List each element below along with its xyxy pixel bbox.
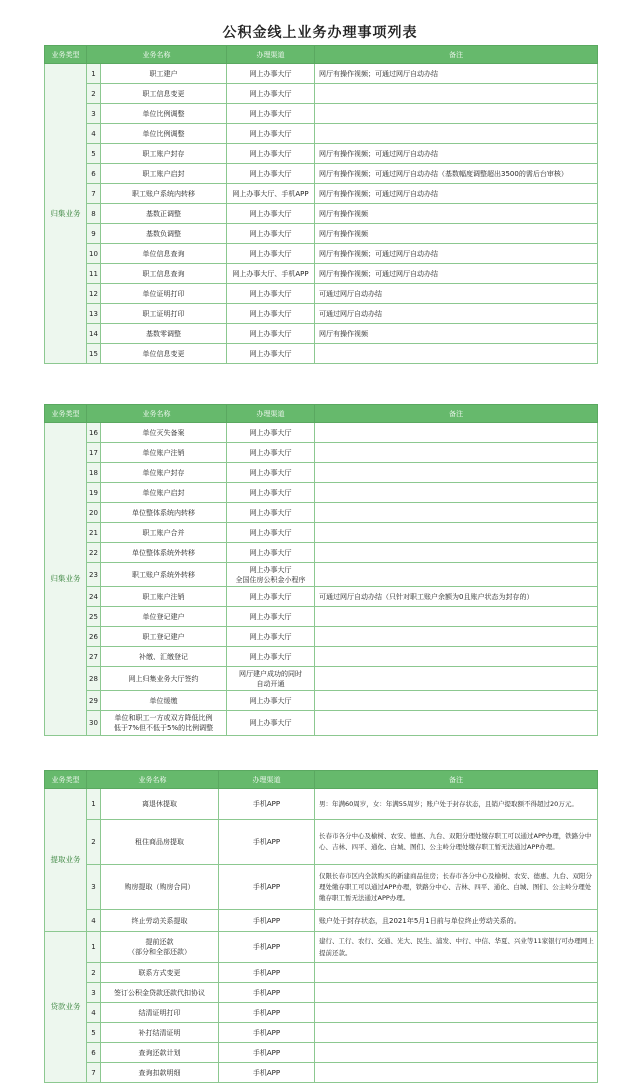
row-number: 4 bbox=[87, 1003, 101, 1023]
remark: 可通过网厅自动办结（只针对职工账户余额为0且账户状态为封存的） bbox=[315, 587, 598, 607]
remark: 网厅有操作视频 bbox=[315, 224, 598, 244]
business-name: 职工信息查询 bbox=[101, 264, 227, 284]
remark: 建行、工行、农行、交通、光大、民生、浦发、中行、中信、华夏、兴业等11家银行可办理网上提前还款。 bbox=[315, 932, 598, 963]
table-row bbox=[45, 983, 598, 1003]
remark bbox=[315, 483, 598, 503]
table-row bbox=[45, 423, 598, 443]
remark bbox=[315, 647, 598, 667]
remark: 可通过网厅自动办结 bbox=[315, 304, 598, 324]
header-note: 备注 bbox=[315, 46, 598, 64]
row-number: 28 bbox=[87, 667, 101, 691]
business-name: 单位和职工一方或双方降低比例 低于7%但不低于5%的比例调整 bbox=[101, 711, 227, 736]
channel: 网上办事大厅 bbox=[227, 124, 315, 144]
business-name: 单位账户启封 bbox=[101, 483, 227, 503]
category-cell: 贷款业务 bbox=[45, 932, 87, 1083]
table-row bbox=[45, 587, 598, 607]
row-number: 6 bbox=[87, 1043, 101, 1063]
business-name: 补打结清证明 bbox=[101, 1023, 219, 1043]
table-row bbox=[45, 264, 598, 284]
remark bbox=[315, 563, 598, 587]
remark bbox=[315, 963, 598, 983]
table-section-1 bbox=[44, 45, 598, 364]
header-type: 业务类型 bbox=[45, 405, 87, 423]
row-number: 6 bbox=[87, 164, 101, 184]
channel: 手机APP bbox=[219, 1003, 315, 1023]
business-name: 单位比例调整 bbox=[101, 124, 227, 144]
table-row bbox=[45, 144, 598, 164]
channel: 网上办事大厅 bbox=[227, 104, 315, 124]
channel: 网上办事大厅 bbox=[227, 84, 315, 104]
category-cell: 归集业务 bbox=[45, 64, 87, 364]
remark bbox=[315, 84, 598, 104]
channel: 手机APP bbox=[219, 1043, 315, 1063]
header-channel: 办理渠道 bbox=[227, 405, 315, 423]
business-name: 基数负调整 bbox=[101, 224, 227, 244]
remark bbox=[315, 503, 598, 523]
table-row bbox=[45, 463, 598, 483]
remark: 账户处于封存状态，且2021年5月1日前与单位终止劳动关系的。 bbox=[315, 910, 598, 932]
remark bbox=[315, 104, 598, 124]
table-section-2 bbox=[44, 404, 598, 736]
table-row bbox=[45, 104, 598, 124]
channel: 网上办事大厅 bbox=[227, 587, 315, 607]
header-note: 备注 bbox=[315, 405, 598, 423]
business-name: 单位证明打印 bbox=[101, 284, 227, 304]
business-name: 职工信息变更 bbox=[101, 84, 227, 104]
remark bbox=[315, 1063, 598, 1083]
row-number: 26 bbox=[87, 627, 101, 647]
row-number: 7 bbox=[87, 1063, 101, 1083]
channel: 网上办事大厅 bbox=[227, 144, 315, 164]
row-number: 1 bbox=[87, 932, 101, 963]
table-row bbox=[45, 865, 598, 910]
remark: 长春市各分中心及榆树、农安、德惠、九台、双阳分理处缴存职工可以通过APP办理，铁路分中心、吉林、四平、通化、白城、图们、公主岭分理处缴存职工暂无法通过APP办理。 bbox=[315, 820, 598, 865]
remark bbox=[315, 711, 598, 736]
table-row bbox=[45, 204, 598, 224]
header-name: 业务名称 bbox=[87, 405, 227, 423]
channel: 网上办事大厅 bbox=[227, 244, 315, 264]
page-title: 公积金线上业务办理事项列表 bbox=[222, 25, 418, 41]
category-cell: 提取业务 bbox=[45, 789, 87, 932]
business-name: 单位账户注销 bbox=[101, 443, 227, 463]
table-row bbox=[45, 503, 598, 523]
channel: 网上办事大厅 bbox=[227, 344, 315, 364]
header-note: 备注 bbox=[315, 771, 598, 789]
channel: 网上办事大厅 bbox=[227, 711, 315, 736]
remark bbox=[315, 443, 598, 463]
channel: 网上办事大厅 bbox=[227, 324, 315, 344]
row-number: 5 bbox=[87, 1023, 101, 1043]
remark: 网厅有操作视频；可通过网厅自动办结（基数幅度调整超出3500的需后台审核） bbox=[315, 164, 598, 184]
remark bbox=[315, 1003, 598, 1023]
table-row bbox=[45, 84, 598, 104]
channel: 网上办事大厅 bbox=[227, 164, 315, 184]
table-row bbox=[45, 910, 598, 932]
remark: 仅限长春市区内全款购买的新建商品住房；长春市各分中心及榆树、农安、德惠、九台、双阳分理处缴存职工可以通过APP办理，铁路分中心、吉林、四平、通化、白城、图们、公主岭分理处缴存职工暂无法通过APP办理。 bbox=[315, 865, 598, 910]
channel: 网上办事大厅 bbox=[227, 523, 315, 543]
business-name: 职工证明打印 bbox=[101, 304, 227, 324]
channel: 手机APP bbox=[219, 789, 315, 820]
table-row bbox=[45, 1043, 598, 1063]
row-number: 29 bbox=[87, 691, 101, 711]
table-section-3 bbox=[44, 770, 598, 1083]
channel: 网上办事大厅 bbox=[227, 691, 315, 711]
business-name: 职工账户合并 bbox=[101, 523, 227, 543]
row-number: 2 bbox=[87, 963, 101, 983]
business-name: 单位账户封存 bbox=[101, 463, 227, 483]
remark: 网厅有操作视频 bbox=[315, 324, 598, 344]
business-name: 单位信息变更 bbox=[101, 344, 227, 364]
channel: 手机APP bbox=[219, 1023, 315, 1043]
business-name: 职工账户系统内转移 bbox=[101, 184, 227, 204]
table-row bbox=[45, 1003, 598, 1023]
header-name: 业务名称 bbox=[87, 771, 219, 789]
business-name: 终止劳动关系提取 bbox=[101, 910, 219, 932]
table-row bbox=[45, 543, 598, 563]
row-number: 12 bbox=[87, 284, 101, 304]
remark bbox=[315, 607, 598, 627]
header-channel: 办理渠道 bbox=[227, 46, 315, 64]
table-row bbox=[45, 563, 598, 587]
channel: 手机APP bbox=[219, 963, 315, 983]
table-row bbox=[45, 443, 598, 463]
channel: 网上办事大厅 bbox=[227, 463, 315, 483]
business-name: 购房提取（购房合同） bbox=[101, 865, 219, 910]
row-number: 4 bbox=[87, 910, 101, 932]
channel: 网上办事大厅 bbox=[227, 423, 315, 443]
row-number: 3 bbox=[87, 983, 101, 1003]
business-name: 网上归集业务大厅签约 bbox=[101, 667, 227, 691]
header-type: 业务类型 bbox=[45, 46, 87, 64]
row-number: 21 bbox=[87, 523, 101, 543]
remark bbox=[315, 463, 598, 483]
business-name: 签订公积金贷款还款代扣协议 bbox=[101, 983, 219, 1003]
channel: 网上办事大厅 bbox=[227, 224, 315, 244]
row-number: 13 bbox=[87, 304, 101, 324]
row-number: 11 bbox=[87, 264, 101, 284]
business-name: 单位整体系统外转移 bbox=[101, 543, 227, 563]
table-row bbox=[45, 164, 598, 184]
channel: 手机APP bbox=[219, 1063, 315, 1083]
remark bbox=[315, 983, 598, 1003]
business-name: 基数零调整 bbox=[101, 324, 227, 344]
channel: 网上办事大厅 bbox=[227, 204, 315, 224]
remark bbox=[315, 1023, 598, 1043]
row-number: 23 bbox=[87, 563, 101, 587]
table-row bbox=[45, 304, 598, 324]
business-name: 职工账户启封 bbox=[101, 164, 227, 184]
channel: 网上办事大厅、手机APP bbox=[227, 264, 315, 284]
table-header bbox=[45, 405, 598, 423]
table-row bbox=[45, 184, 598, 204]
table-row bbox=[45, 1063, 598, 1083]
row-number: 2 bbox=[87, 820, 101, 865]
row-number: 25 bbox=[87, 607, 101, 627]
business-name: 结清证明打印 bbox=[101, 1003, 219, 1023]
business-name: 查询扣款明细 bbox=[101, 1063, 219, 1083]
channel: 网上办事大厅 bbox=[227, 443, 315, 463]
row-number: 15 bbox=[87, 344, 101, 364]
remark: 网厅有操作视频；可通过网厅自动办结 bbox=[315, 144, 598, 164]
table-row bbox=[45, 124, 598, 144]
remark: 可通过网厅自动办结 bbox=[315, 284, 598, 304]
remark bbox=[315, 523, 598, 543]
channel: 网上办事大厅 bbox=[227, 304, 315, 324]
row-number: 20 bbox=[87, 503, 101, 523]
business-name: 离退休提取 bbox=[101, 789, 219, 820]
table-row bbox=[45, 647, 598, 667]
row-number: 27 bbox=[87, 647, 101, 667]
row-number: 7 bbox=[87, 184, 101, 204]
table-row bbox=[45, 344, 598, 364]
row-number: 19 bbox=[87, 483, 101, 503]
remark: 男：年满60周岁，女：年满55周岁；账户处于封存状态，且销户提取额不得超过20万元。 bbox=[315, 789, 598, 820]
table-row bbox=[45, 963, 598, 983]
channel: 网上办事大厅 bbox=[227, 64, 315, 84]
remark bbox=[315, 423, 598, 443]
table-row bbox=[45, 1023, 598, 1043]
table-header bbox=[45, 46, 598, 64]
business-name: 职工登记建户 bbox=[101, 627, 227, 647]
business-name: 联系方式变更 bbox=[101, 963, 219, 983]
header-name: 业务名称 bbox=[87, 46, 227, 64]
table-row bbox=[45, 711, 598, 736]
remark bbox=[315, 627, 598, 647]
channel: 网上办事大厅 bbox=[227, 627, 315, 647]
business-name: 提前还款 （部分和全部还款） bbox=[101, 932, 219, 963]
business-name: 单位信息查询 bbox=[101, 244, 227, 264]
remark bbox=[315, 344, 598, 364]
header-type: 业务类型 bbox=[45, 771, 87, 789]
remark bbox=[315, 543, 598, 563]
table-row bbox=[45, 324, 598, 344]
remark: 网厅有操作视频 bbox=[315, 204, 598, 224]
channel: 手机APP bbox=[219, 983, 315, 1003]
business-name: 租住商品房提取 bbox=[101, 820, 219, 865]
table-row bbox=[45, 607, 598, 627]
header-channel: 办理渠道 bbox=[219, 771, 315, 789]
table-row bbox=[45, 667, 598, 691]
table-row bbox=[45, 483, 598, 503]
row-number: 9 bbox=[87, 224, 101, 244]
table-row bbox=[45, 64, 598, 84]
channel: 网上办事大厅 bbox=[227, 607, 315, 627]
remark: 网厅有操作视频；可通过网厅自动办结 bbox=[315, 184, 598, 204]
remark bbox=[315, 1043, 598, 1063]
channel: 网上办事大厅、手机APP bbox=[227, 184, 315, 204]
business-name: 职工账户注销 bbox=[101, 587, 227, 607]
business-name: 补缴、汇缴登记 bbox=[101, 647, 227, 667]
remark: 网厅有操作视频；可通过网厅自动办结 bbox=[315, 264, 598, 284]
table-row bbox=[45, 244, 598, 264]
channel: 网上办事大厅 bbox=[227, 483, 315, 503]
business-name: 职工建户 bbox=[101, 64, 227, 84]
channel: 手机APP bbox=[219, 820, 315, 865]
remark: 网厅有操作视频；可通过网厅自动办结 bbox=[315, 244, 598, 264]
channel: 网上办事大厅 全国住房公积金小程序 bbox=[227, 563, 315, 587]
channel: 网厅建户成功的同时 自动开通 bbox=[227, 667, 315, 691]
table-row bbox=[45, 224, 598, 244]
row-number: 22 bbox=[87, 543, 101, 563]
table-row bbox=[45, 627, 598, 647]
row-number: 17 bbox=[87, 443, 101, 463]
row-number: 30 bbox=[87, 711, 101, 736]
row-number: 8 bbox=[87, 204, 101, 224]
remark bbox=[315, 667, 598, 691]
business-name: 职工账户封存 bbox=[101, 144, 227, 164]
channel: 手机APP bbox=[219, 910, 315, 932]
remark: 网厅有操作视频；可通过网厅自动办结 bbox=[315, 64, 598, 84]
business-name: 单位登记建户 bbox=[101, 607, 227, 627]
row-number: 4 bbox=[87, 124, 101, 144]
business-name: 单位灭失备案 bbox=[101, 423, 227, 443]
business-name: 基数正调整 bbox=[101, 204, 227, 224]
table-row bbox=[45, 284, 598, 304]
category-cell: 归集业务 bbox=[45, 423, 87, 736]
channel: 网上办事大厅 bbox=[227, 543, 315, 563]
table-row bbox=[45, 523, 598, 543]
table-row bbox=[45, 820, 598, 865]
business-name: 单位比例调整 bbox=[101, 104, 227, 124]
table-row bbox=[45, 789, 598, 820]
channel: 网上办事大厅 bbox=[227, 503, 315, 523]
channel: 手机APP bbox=[219, 932, 315, 963]
row-number: 18 bbox=[87, 463, 101, 483]
row-number: 3 bbox=[87, 865, 101, 910]
row-number: 16 bbox=[87, 423, 101, 443]
business-name: 单位缓缴 bbox=[101, 691, 227, 711]
row-number: 14 bbox=[87, 324, 101, 344]
remark bbox=[315, 124, 598, 144]
table-header bbox=[45, 771, 598, 789]
row-number: 1 bbox=[87, 64, 101, 84]
row-number: 5 bbox=[87, 144, 101, 164]
business-name: 职工账户系统外转移 bbox=[101, 563, 227, 587]
row-number: 2 bbox=[87, 84, 101, 104]
row-number: 1 bbox=[87, 789, 101, 820]
remark bbox=[315, 691, 598, 711]
table-row bbox=[45, 932, 598, 963]
business-name: 查询还款计划 bbox=[101, 1043, 219, 1063]
business-name: 单位整体系统内转移 bbox=[101, 503, 227, 523]
channel: 网上办事大厅 bbox=[227, 647, 315, 667]
row-number: 10 bbox=[87, 244, 101, 264]
channel: 手机APP bbox=[219, 865, 315, 910]
row-number: 24 bbox=[87, 587, 101, 607]
table-row bbox=[45, 691, 598, 711]
channel: 网上办事大厅 bbox=[227, 284, 315, 304]
row-number: 3 bbox=[87, 104, 101, 124]
